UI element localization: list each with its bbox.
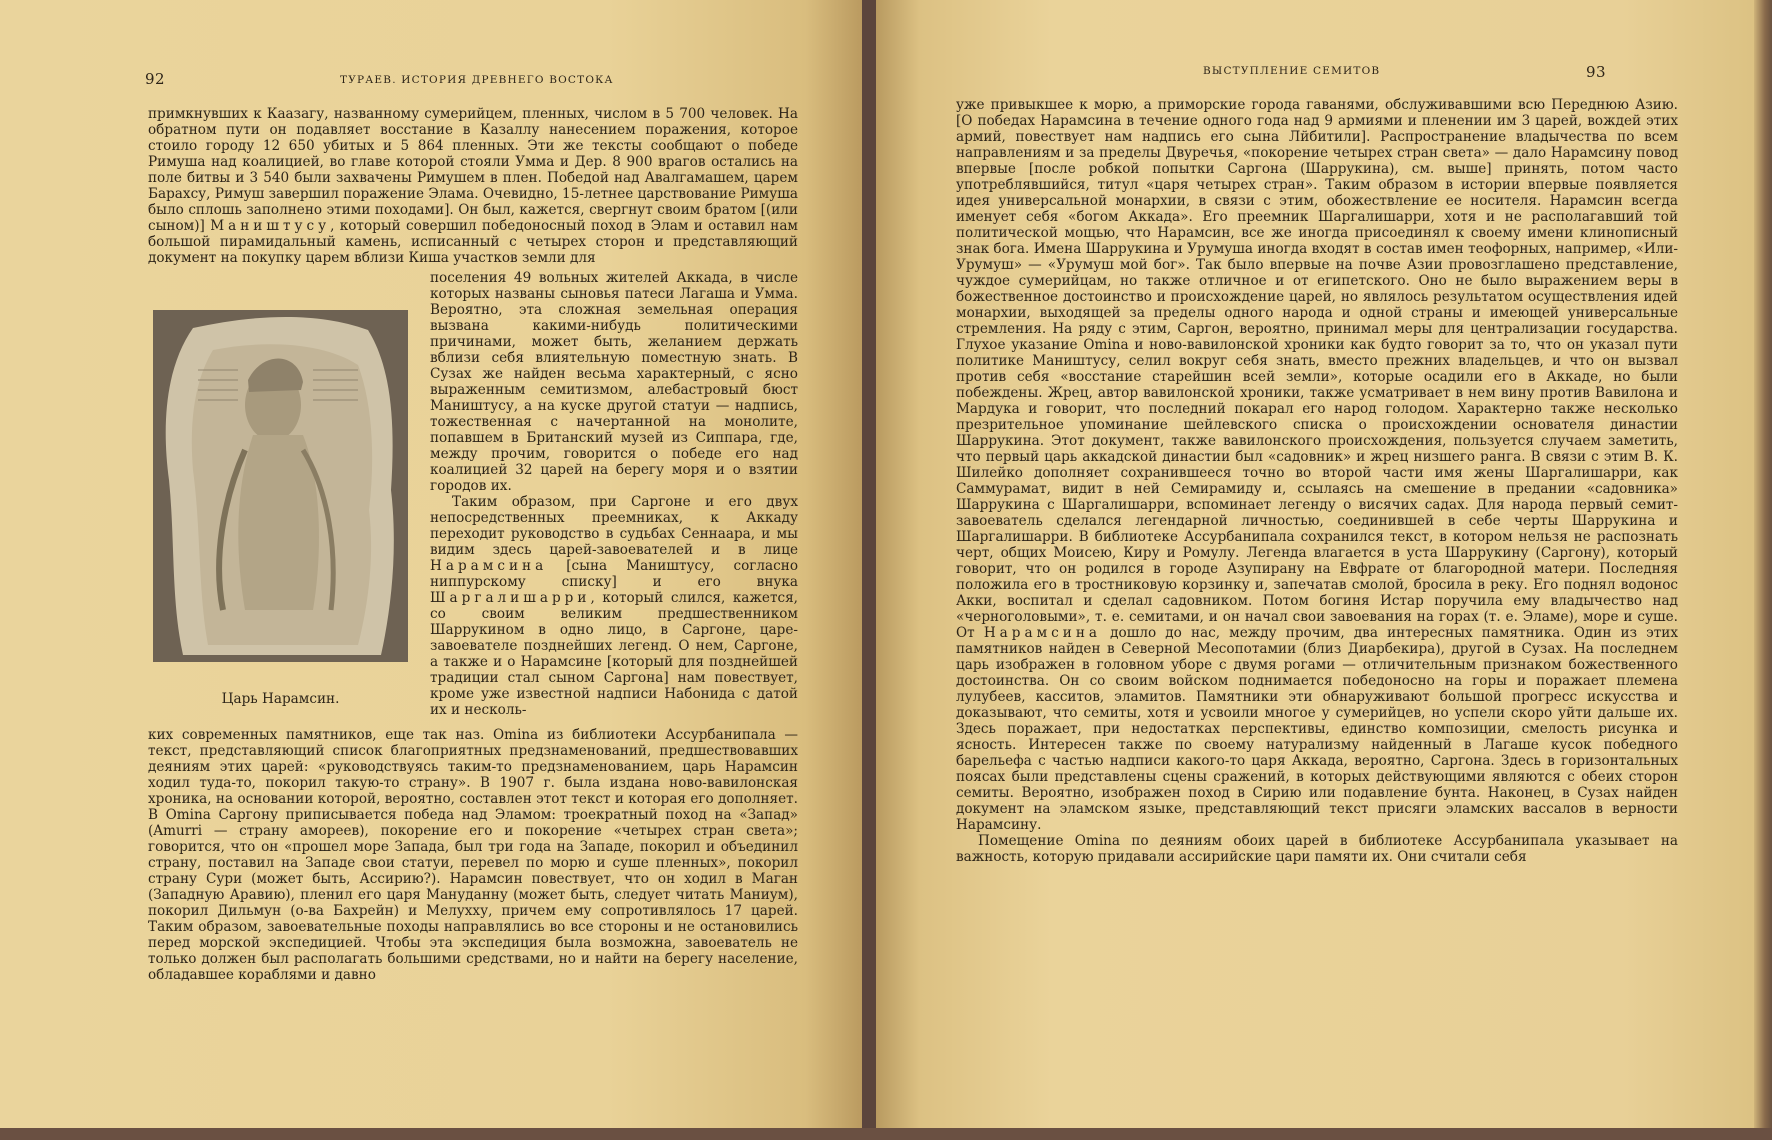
page-number: 93 bbox=[1586, 63, 1607, 81]
left-page bbox=[0, 0, 866, 1128]
book-cover-bottom bbox=[0, 1128, 1772, 1140]
figure-caption: Царь Нарамсин. bbox=[221, 691, 340, 707]
name-spaced: Маништусу bbox=[210, 218, 331, 234]
text-block-top bbox=[148, 106, 798, 266]
text-block-main bbox=[956, 97, 1678, 865]
paragraph: примкнувших к Каазагу, названному сумерийцем, пленных, числом в 5 700 человек. На обратном пути он подавляет восстание в Казаллу нанесением поражения, которое стоило городу 12 650 убитых и 5 864 пленных. Эти же тексты сообщают о победе Римуша над коалицией, во главе которой стояли Умма и Дер. 8 900 врагов остались на поле битвы и 3 540 были захвачены Римушем в плен. Победой над Авалгамашем, царем Барахсу, Римуш завершил поражение Элама. Очевидно, 15-летнее царствование Римуша было сплошь заполнено этими походами]. Он был, кажется, свергнут своим братом [(или сыном)] Маништусу, который совершил победоносный поход в Элам и оставил нам большой пирамидальный камень, исписанный с четырех сторон и представляющий документ на покупку царем вблизи Киша участков земли для bbox=[148, 106, 799, 266]
right-page bbox=[876, 0, 1754, 1128]
page-edges bbox=[1754, 0, 1772, 1140]
text-block-bottom bbox=[148, 727, 798, 983]
figure-naramsin-stele bbox=[153, 310, 408, 662]
running-head: ВЫСТУПЛЕНИЕ СЕМИТОВ bbox=[1203, 65, 1381, 77]
paragraph: поселения 49 вольных жителей Аккада, в числе которых названы сыновья патеси Лагаша и Умма. Вероятно, эта сложная земельная операция вызвана какими-нибудь политическими причинами, может быть, желанием держать вблизи себя влиятельную поместную знать. В Сузах же найден весьма характерный, с ясно выраженным семитизмом, алебастровый бюст Маништусу, а на куске другой статуи — надпись, тожественная с начертанной на монолите, попавшем в Британский музей из Сиппара, где, между прочим, говорится о победе его над коалицией 32 царей на берегу моря и о взятии городов их. bbox=[430, 270, 798, 494]
name-spaced: Нарамсина bbox=[983, 625, 1101, 641]
page-number: 92 bbox=[145, 70, 166, 88]
name-spaced: Шаргалишарри bbox=[430, 590, 591, 606]
paragraph: уже привыкшее к морю, а приморские города гаванями, обслуживавшими всю Переднюю Азию. [О победах Нарамсина в течение одного года над 9 армиями и пленении им 3 царей, вождей этих армий, повествует нам надпись его сына Лйбитили]. Распространение владычества по всем направлениям и за пределы Двуречья, «покорение четырех стран света» — дало Нарамсину повод впервые [после робкой попытки Саргона (Шаррукина), см. выше] принять, потом часто употреблявшийся, титул «царя четырех стран». Таким образом в истории впервые появляется идея универсальной монархии, в связи с этим, обожествление ее носителя. Нарамсин всегда именует себя «богом Аккада». Его преемник Шаргалишарри, хотя и не располагавший той политической мощью, что Нарамсин, все же иногда присоединял к своему имени клинописный знак бога. Имена Шаррукина и Урумуша иногда входят в состав имен теофорных, например, «Или-Урумуш» — «Урумуш мой бог». Так было впервые на почве Азии провозглашено представление, чуждое сумерийцам, но также отличное и от египетского. Оно не было выражением веры в божественное достоинство и происхождение царей, но являлось результатом осуществления идей монархии, выходящей за пределы одного народа и одной страны и имеющей универсальные стремления. На ряду с этим, Саргон, вероятно, принимал меры для централизации государства. Глухое указание Omina и ново-вавилонской хроники как будто говорит за то, что он указал пути политике Маништусу, селил вокруг себя знать, вместо прежних владельцев, и что он вызвал против себя «восстание старейшин всей земли», которые осадили его в Аккаде, но были побеждены. Жрец, автор вавилонской хроники, также усматривает в нем вину против Вавилона и Мардука и говорит, что последний покарал его народ голодом. Характерно также несколько презрительное упоминание шейлевского списка о происхождении основателя династии Шаррукина. Этот документ, также вавилонского происхождения, пользуется случаем заметить, что первый царь аккадской династии был «садовник» и жрец низшего ранга. В связи с этим В. К. Шилейко дополняет сохранившееся точно во второй части имя жены Шаргалишарри, как Саммурамат, видит в ней Семирамиду и, ссылаясь на смешение в предании «садовника» Шаррукина с Шаргалишарри, вспоминает легенду о висячих садах. Для народа первый семит-завоеватель сделался легендарной личностью, соединившей в себе черты Шаррукина и Шаргалишарри. В библиотеке Ассурбанипала сохранился текст, в котором нельзя не распознать черт, общих Моисею, Киру и Ромулу. Легенда влагается в уста Шаррукину (Саргону), который говорит, что он родился в городе Азупирану на Евфрате от благородной матери. Последняя положила его в тростниковую корзинку и, запечатав смолой, бросила в реку. Его поднял водонос Акки, воспитал и сделал садовником. Потом богиня Истар поручила ему владычество над «черноголовыми», т. е. семитами, и он начал свои завоевания на горах (т. е. Эламе), море и суше. От Нарамсина дошло до нас, между прочим, два интересных памятника. Один из этих памятников найден в Северной Месопотамии (близ Диарбекира), другой в Сузах. На последнем царь изображен в головном уборе с двумя рогами — отличительным признаком божественного достоинства. Он со своим войском поднимается победоносно на горы и поражает племена лулубеев, касситов, эламитов. Памятники эти обнаруживают большой прогресс искусства и доказывают, что семиты, хотя и усвоили многое у сумерийцев, но успели скоро уйти дальше их. Здесь поражает, при недостатках перспективы, единство композиции, смелость рисунка и ясность. Интересен также по своему натурализму найденный в Лагаше кусок победного барельефа с частью надписи какого-то царя Аккада, вероятно, Саргона. Здесь в горизонтальных поясах были представлены сцены сражений, в которых действующими являются с обеих сторон семиты. Вероятно, изображен поход в Сирию или подавление бунта. Наконец, в Сузах найден документ на эламском языке, представляющий текст присяги эламских вассалов в верности Нарамсину. bbox=[956, 97, 1679, 833]
name-spaced: Нарамсина bbox=[430, 558, 548, 574]
stele-image bbox=[153, 310, 408, 662]
text-block-wrap bbox=[430, 270, 798, 718]
running-head: ТУРАЕВ. ИСТОРИЯ ДРЕВНЕГО ВОСТОКА bbox=[340, 74, 614, 86]
paragraph: Помещение Omina по деяниям обоих царей в библиотеке Ассурбанипала указывает на важность, которую придавали ассирийские цари памяти их. Они считали себя bbox=[956, 833, 1678, 865]
paragraph: Таким образом, при Саргоне и его двух непосредственных преемниках, к Аккаду переходит руководство в судьбах Сеннаара, и мы видим здесь царей-завоевателей и в лице Нарамсина [сына Маништусу, согласно ниппурскому списку] и его внука Шаргалишарри, который слился, кажется, со своим великим предшественником Шаррукином в одно лицо, в Саргоне, царе-завоевателе позднейших легенд. О нем, Саргоне, а также и о Нарамсине [который для позднейшей традиции стал сыном Саргона] нам повествует, кроме уже известной надписи Набонида с датой их и несколь- bbox=[430, 494, 799, 718]
paragraph: ких современных памятников, еще так наз. Omina из библиотеки Ассурбанипала — текст, представляющий список благоприятных предзнаменований, предшествовавших деяниям этих царей: «руководствуясь таким-то предзнаменованием, царь Нарамсин ходил туда-то, покорил такую-то страну». В 1907 г. была издана ново-вавилонская хроника, на основании которой, вероятно, составлен этот текст и которая его дополняет. В Omina Саргону приписывается победа над Эламом: троекратный поход на «Запад» (Amurri — страну амореев), покорение его и покорение «четырех стран света»; говорится, что он «прошел море Запада, был три года на Западе, покорил и объединил страну, поставил на Западе свои статуи, перевел по морю и суше пленных», покорил страну Сури (может быть, Ассирию?). Нарамсин повествует, что он ходил в Маган (Западную Аравию), пленил его царя Мануданну (может быть, следует читать Маниум), покорил Дильмун (о-ва Бахрейн) и Мелухху, причем ему сопротивлялось 17 царей. Таким образом, завоевательные походы направлялись во все стороны и не остановились перед морской экспедицией. Чтобы эта экспедиция была возможна, завоеватель не только должен был располагать большими средствами, но и найти на берегу население, обладавшее кораблями и давно bbox=[148, 727, 798, 983]
